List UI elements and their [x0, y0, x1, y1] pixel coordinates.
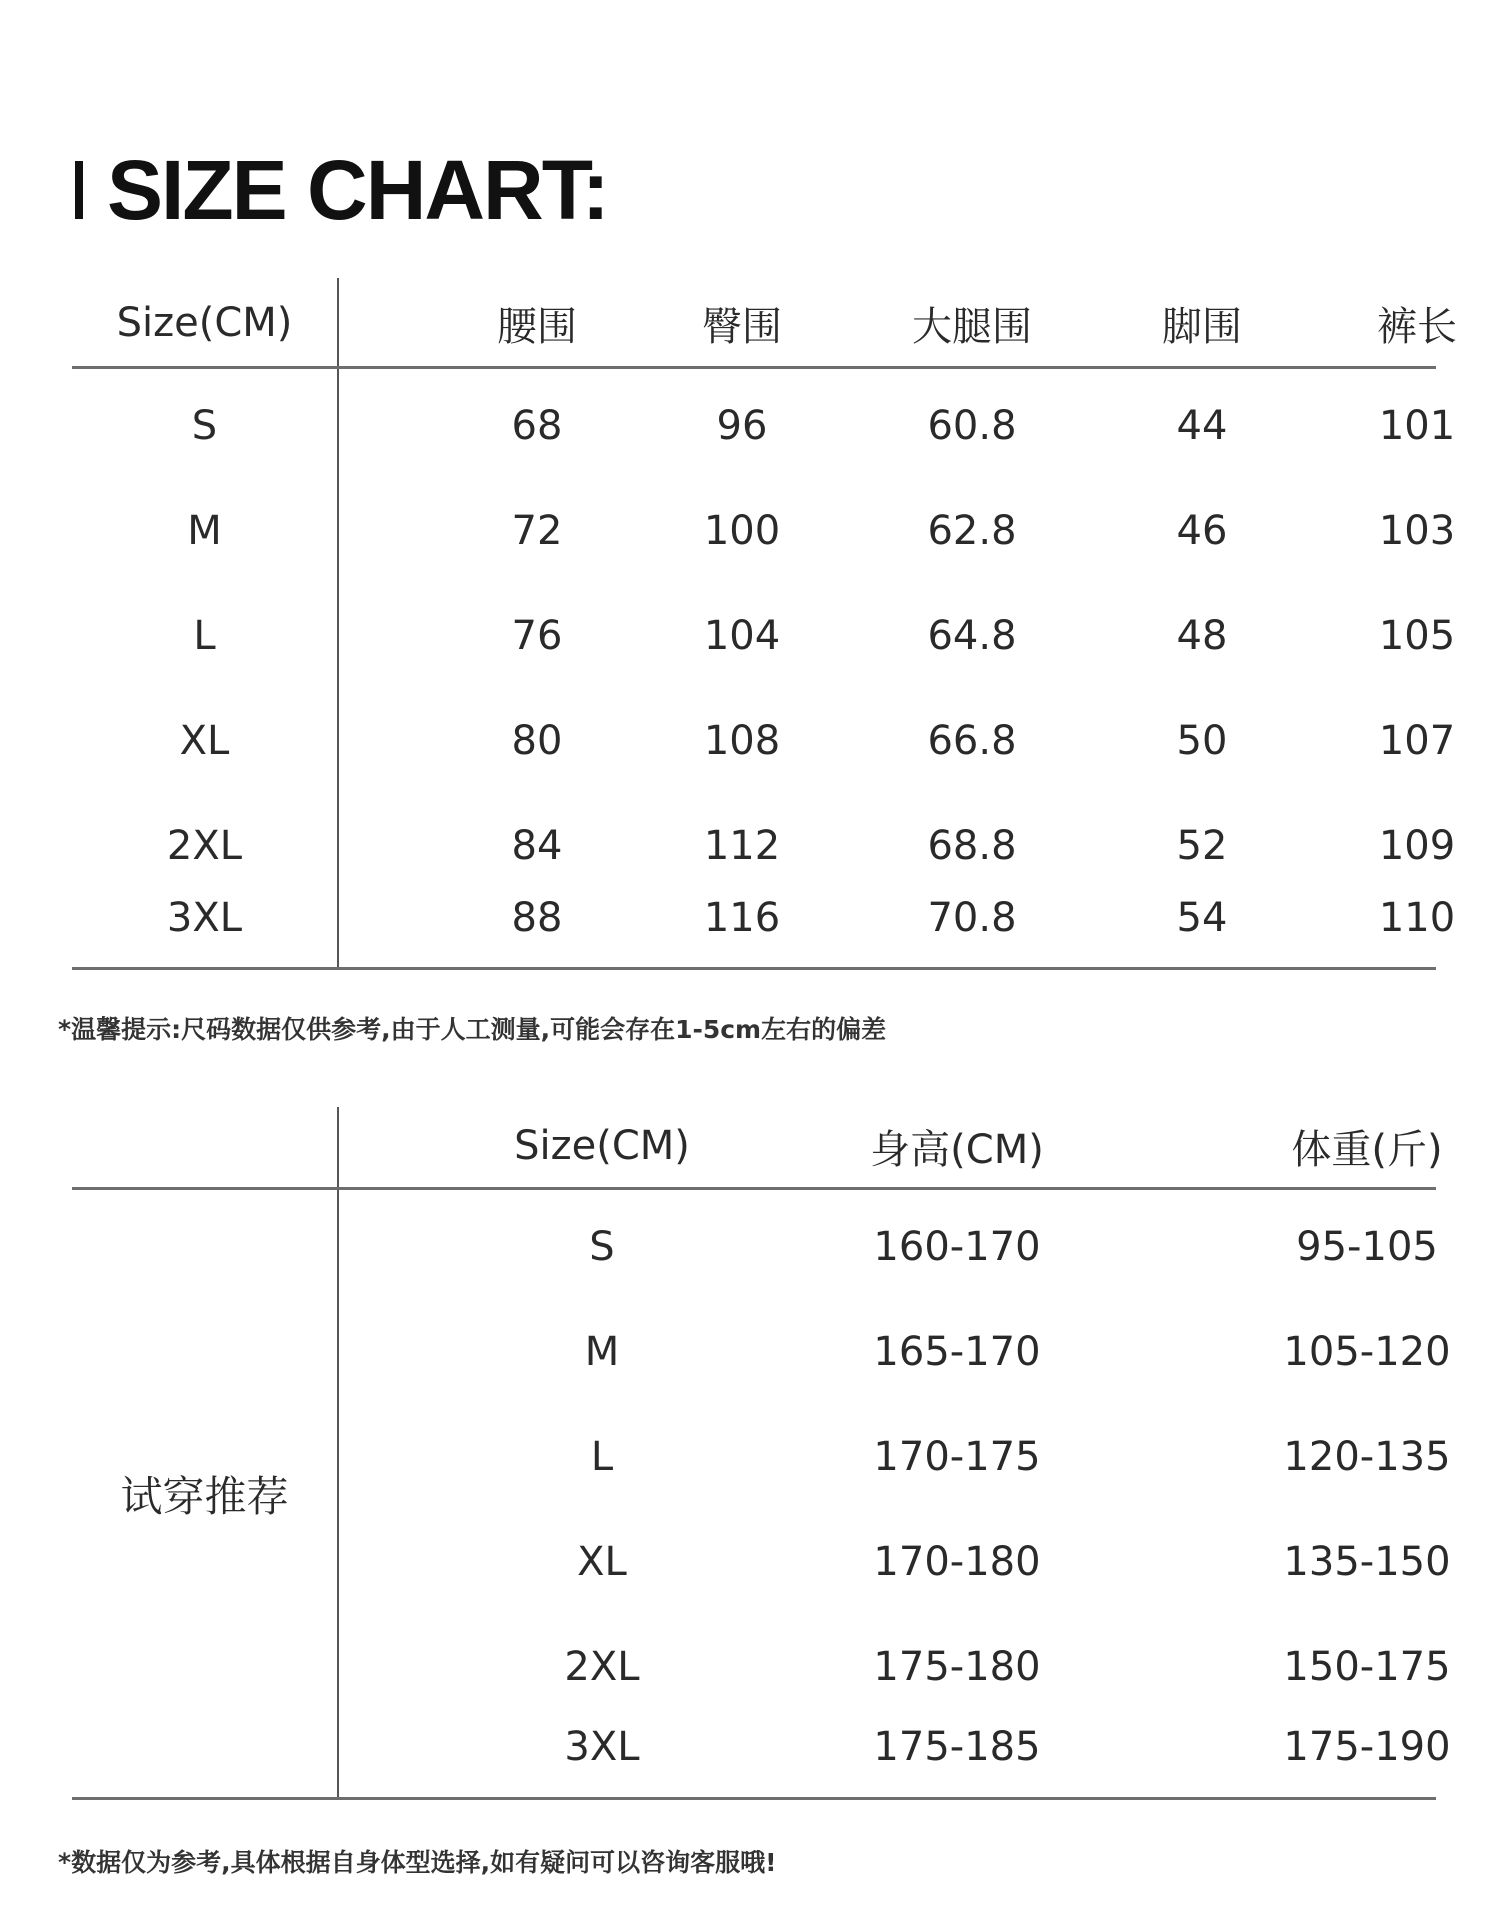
title-block	[75, 140, 608, 240]
recommendation-note: *数据仅为参考,具体根据自身体型选择,如有疑问可以咨询客服哦!	[58, 1848, 777, 1877]
table-row	[72, 868, 1456, 968]
weight-cell: 175-190	[1283, 1724, 1451, 1770]
hip-cell: 116	[703, 895, 781, 941]
thigh-cell: 70.8	[927, 895, 1017, 941]
table-header-row	[72, 1107, 1443, 1185]
waist-cell: 88	[511, 895, 563, 941]
header-height: 身高(CM)	[870, 1126, 1044, 1173]
size-cell: M	[584, 1328, 620, 1375]
length-cell: 105	[1378, 612, 1456, 659]
table-row	[72, 688, 1456, 793]
length-cell: 103	[1378, 507, 1456, 554]
weight-cell: 150-175	[1283, 1643, 1451, 1690]
weight-cell: 120-135	[1283, 1433, 1451, 1480]
leg-opening-cell: 54	[1176, 895, 1228, 941]
height-cell: 170-175	[873, 1433, 1041, 1480]
height-cell: 175-185	[873, 1724, 1041, 1770]
table-row	[72, 478, 1456, 583]
length-cell: 107	[1378, 717, 1456, 764]
thigh-cell: 66.8	[927, 717, 1017, 764]
hip-cell: 100	[703, 507, 781, 554]
header-size: Size(CM)	[116, 300, 293, 346]
height-cell: 170-180	[873, 1538, 1041, 1585]
waist-cell: 68	[511, 402, 563, 449]
height-cell: 165-170	[873, 1328, 1041, 1375]
size-cell: L	[590, 1433, 614, 1480]
size-cell: L	[193, 612, 216, 659]
header-length: 裤长	[1377, 303, 1457, 350]
table-row	[72, 1299, 1451, 1404]
length-cell: 109	[1378, 822, 1456, 869]
table-row	[72, 1194, 1436, 1299]
size-cell: M	[187, 507, 222, 554]
waist-cell: 84	[511, 822, 563, 869]
hip-cell: 108	[703, 717, 781, 764]
size-cell: 3XL	[564, 1724, 640, 1770]
table-row	[72, 1697, 1451, 1797]
header-size: Size(CM)	[514, 1123, 690, 1169]
header-thigh: 大腿围	[912, 303, 1032, 350]
hip-cell: 112	[703, 822, 781, 869]
header-weight: 体重(斤)	[1291, 1126, 1443, 1173]
size-cell: 2XL	[564, 1643, 640, 1690]
height-cell: 160-170	[873, 1223, 1041, 1270]
leg-opening-cell: 52	[1176, 822, 1228, 869]
leg-opening-cell: 44	[1176, 402, 1228, 449]
size-cell: S	[589, 1223, 615, 1270]
header-hip: 臀围	[702, 303, 782, 350]
leg-opening-cell: 48	[1176, 612, 1228, 659]
table-row	[72, 583, 1456, 688]
weight-cell: 135-150	[1283, 1538, 1451, 1585]
page-title: SIZE CHART:	[107, 142, 608, 237]
waist-cell: 80	[511, 717, 563, 764]
size-cell: XL	[577, 1538, 627, 1585]
size-cell: 3XL	[166, 895, 243, 941]
measurement-note: *温馨提示:尺码数据仅供参考,由于人工测量,可能会存在1-5cm左右的偏差	[58, 1015, 887, 1044]
size-cell: S	[191, 402, 218, 449]
weight-cell: 105-120	[1283, 1328, 1451, 1375]
size-cell: 2XL	[166, 822, 243, 869]
hip-cell: 104	[703, 612, 781, 659]
header-waist: 腰围	[497, 303, 577, 350]
table-header-row	[72, 278, 1457, 368]
title-accent-bar	[75, 161, 83, 219]
table-row	[72, 1509, 1451, 1614]
thigh-cell: 64.8	[927, 612, 1017, 659]
length-cell: 110	[1378, 895, 1456, 941]
height-cell: 175-180	[873, 1643, 1041, 1690]
side-label: 试穿推荐	[120, 1471, 289, 1521]
leg-opening-cell: 46	[1176, 507, 1228, 554]
thigh-cell: 62.8	[927, 507, 1017, 554]
hip-cell: 96	[716, 402, 768, 449]
table-row	[72, 1404, 1451, 1509]
length-cell: 101	[1378, 402, 1456, 449]
leg-opening-cell: 50	[1176, 717, 1228, 764]
bottom-rule	[72, 1797, 1436, 1800]
size-cell: XL	[179, 717, 230, 764]
waist-cell: 72	[511, 507, 563, 554]
thigh-cell: 60.8	[927, 402, 1017, 449]
weight-cell: 95-105	[1296, 1223, 1438, 1270]
header-leg-opening: 脚围	[1162, 303, 1242, 350]
waist-cell: 76	[511, 612, 563, 659]
thigh-cell: 68.8	[927, 822, 1017, 869]
table-row	[72, 373, 1456, 478]
